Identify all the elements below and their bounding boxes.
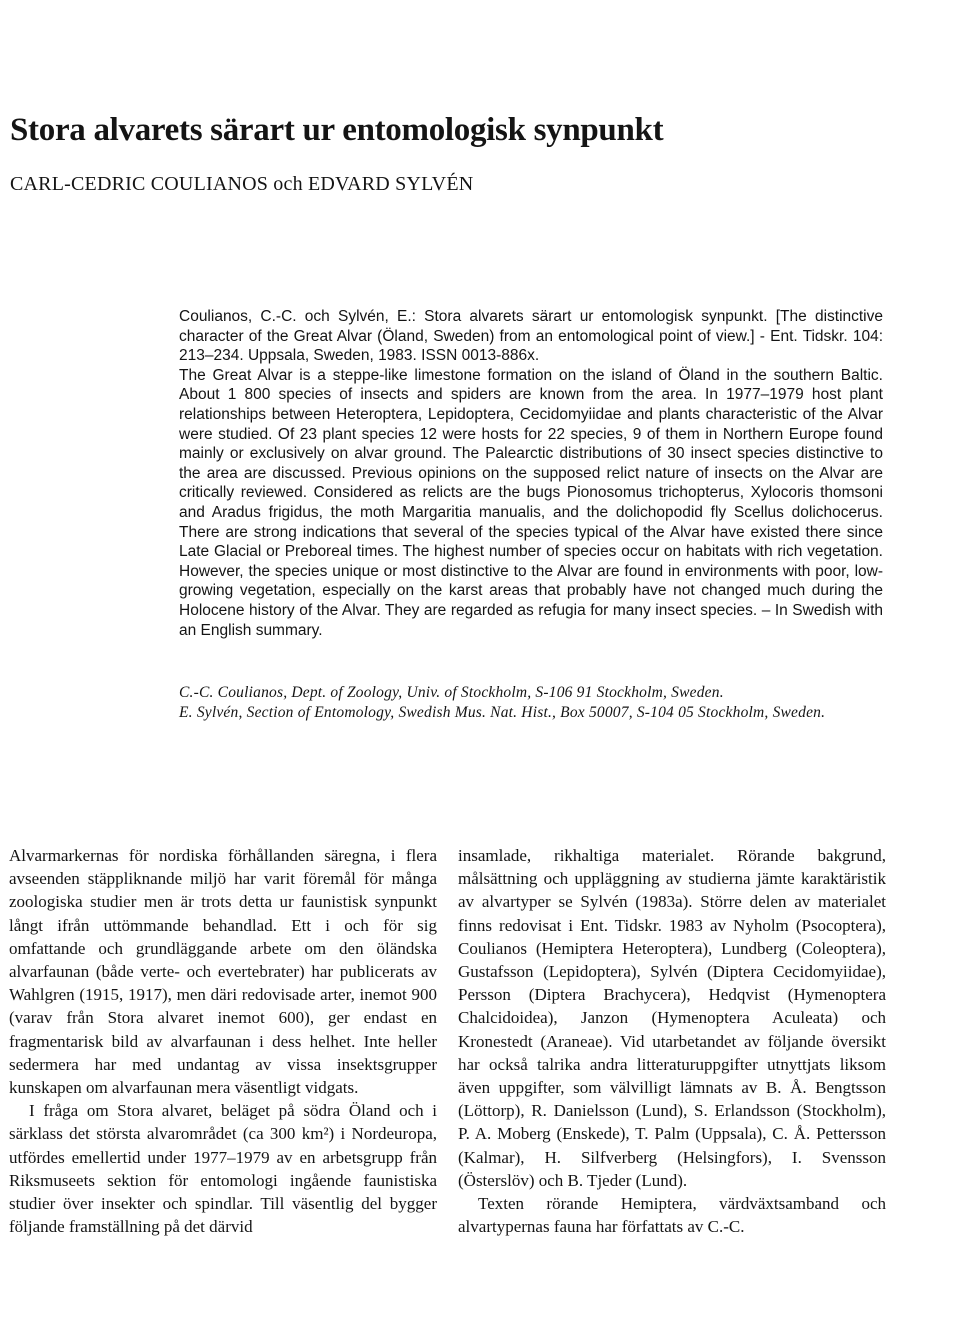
body-column-right <box>458 844 886 1238</box>
abstract-summary: The Great Alvar is a steppe-like limestone formation on the island of Öland in the southern Baltic. About 1 800 species of insects and spiders are known from the area. In 1977–1979 host plant relationships between Heteroptera, Lepidoptera, Cecidomyiidae and plants characteristic of the Alvar were studied. Of 23 plant species 12 were hosts for 22 species, 9 of them in Northern Europe found mainly or exclusively on alvar ground. The Palearctic distributions of 30 insect species distinctive to the area are discussed. Previous opinions on the supposed relict nature of insects on the Alvar are critically reviewed. Considered as relicts are the bugs Pionosomus trichopterus, Xylocoris thomsoni and Aradus frigidus, the moth Margaritia manualis, and the dolichopodid fly Scellus dolichocerus. There are strong indications that several of the species typical of the Alvar have existed there since Late Glacial or Preboreal times. The highest number of species occur on habitats with rich vegetation. However, the species unique or most distinctive to the Alvar are found in environments with poor, low-growing vegetation, especially on the karst areas that probably have not changed much during the Holocene history of the Alvar. They are regarded as refugia for many insect species. – In Swedish with an English summary. <box>179 366 883 639</box>
address-sylven: E. Sylvén, Section of Entomology, Swedish Mus. Nat. Hist., Box 50007, S-104 05 Stockholm, Sweden. <box>179 703 826 721</box>
body-paragraph: Texten rörande Hemiptera, värdväxtsamband och alvartypernas fauna har författats av C.-C. <box>458 1194 886 1237</box>
abstract-block <box>179 307 883 640</box>
body-paragraph: I fråga om Stora alvaret, beläget på södra Öland och i särklass det största alvarområdet (ca 300 km²) i Nordeuropa, utfördes emellertid under 1977–1979 av en arbetsgrupp från Riksmuseets sektion för entomologi ingående faunistiska studier över insekter och spindlar. Till väsentlig del bygger följande framställning på det därvid <box>9 1101 437 1237</box>
address-coulianos: C.-C. Coulianos, Dept. of Zoology, Univ. of Stockholm, S-106 91 Stockholm, Sweden. <box>179 684 724 701</box>
article-title: Stora alvarets särart ur entomologisk synpunkt <box>10 112 664 148</box>
body-paragraph: insamlade, rikhaltiga materialet. Rörande bakgrund, målsättning och uppläggning av studierna jämte karaktäristik av alvartyper se Sylvén (1983a). Större delen av materialet finns redovisat i Ent. Tidskr. 1983 av Nyholm (Psocoptera), Coulianos (Hemiptera Heteroptera), Lundberg (Coleoptera), Gustafsson (Lepidoptera), Sylvén (Diptera Cecidomyiidae), Persson (Diptera Brachycera), Hedqvist (Hymenoptera Chalcidoidea), Janzon (Hymenoptera Aculeata) och Kronestedt (Araneae). Vid utarbetandet av följande översikt har också talrika andra litteraturuppgifter utnyttjats liksom även uppgifter, som välvilligt lämnats av B. Å. Bengtsson (Löttorp), R. Danielsson (Lund), S. Erlandsson (Stockholm), P. A. Moberg (Enskede), T. Palm (Uppsala), C. Å. Pettersson (Kalmar), H. Silfverberg (Helsingfors), I. Svensson (Österslöv) och B. Tjeder (Lund). <box>458 846 886 1190</box>
abstract-citation: Coulianos, C.-C. och Sylvén, E.: Stora alvarets särart ur entomologisk synpunkt. [The distinctive character of the Great Alvar (Öland, Sweden) from an entomological point of view.] - Ent. Tidskr. 104: 213–234. Uppsala, Sweden, 1983. ISSN 0013-886x. <box>179 308 883 365</box>
article-authors: CARL-CEDRIC COULIANOS och EDVARD SYLVÉN <box>10 173 474 195</box>
body-paragraph: Alvarmarkernas för nordiska förhållanden säregna, i flera avseenden stäppliknande miljö har varit föremål för många zoologiska studier men är trots detta ur faunistisk synpunkt långt ifrån uttömmande behandlad. Ett i och för sig omfattande och grundläggande arbete om den öländska alvarfaunan (både verte- och evertebrater) har publicerats av Wahlgren (1915, 1917), men däri redovisade arter, inemot 900 (varav från Stora alvaret inemot 600), ger endast en fragmentarisk bild av alvarfaunan i dess helhet. Inte heller sedermera har med undantag av vissa insektsgrupper kunskapen om alvarfaunan mera väsentligt vidgats. <box>9 846 437 1098</box>
author-addresses <box>179 683 883 722</box>
body-column-left <box>9 844 437 1238</box>
